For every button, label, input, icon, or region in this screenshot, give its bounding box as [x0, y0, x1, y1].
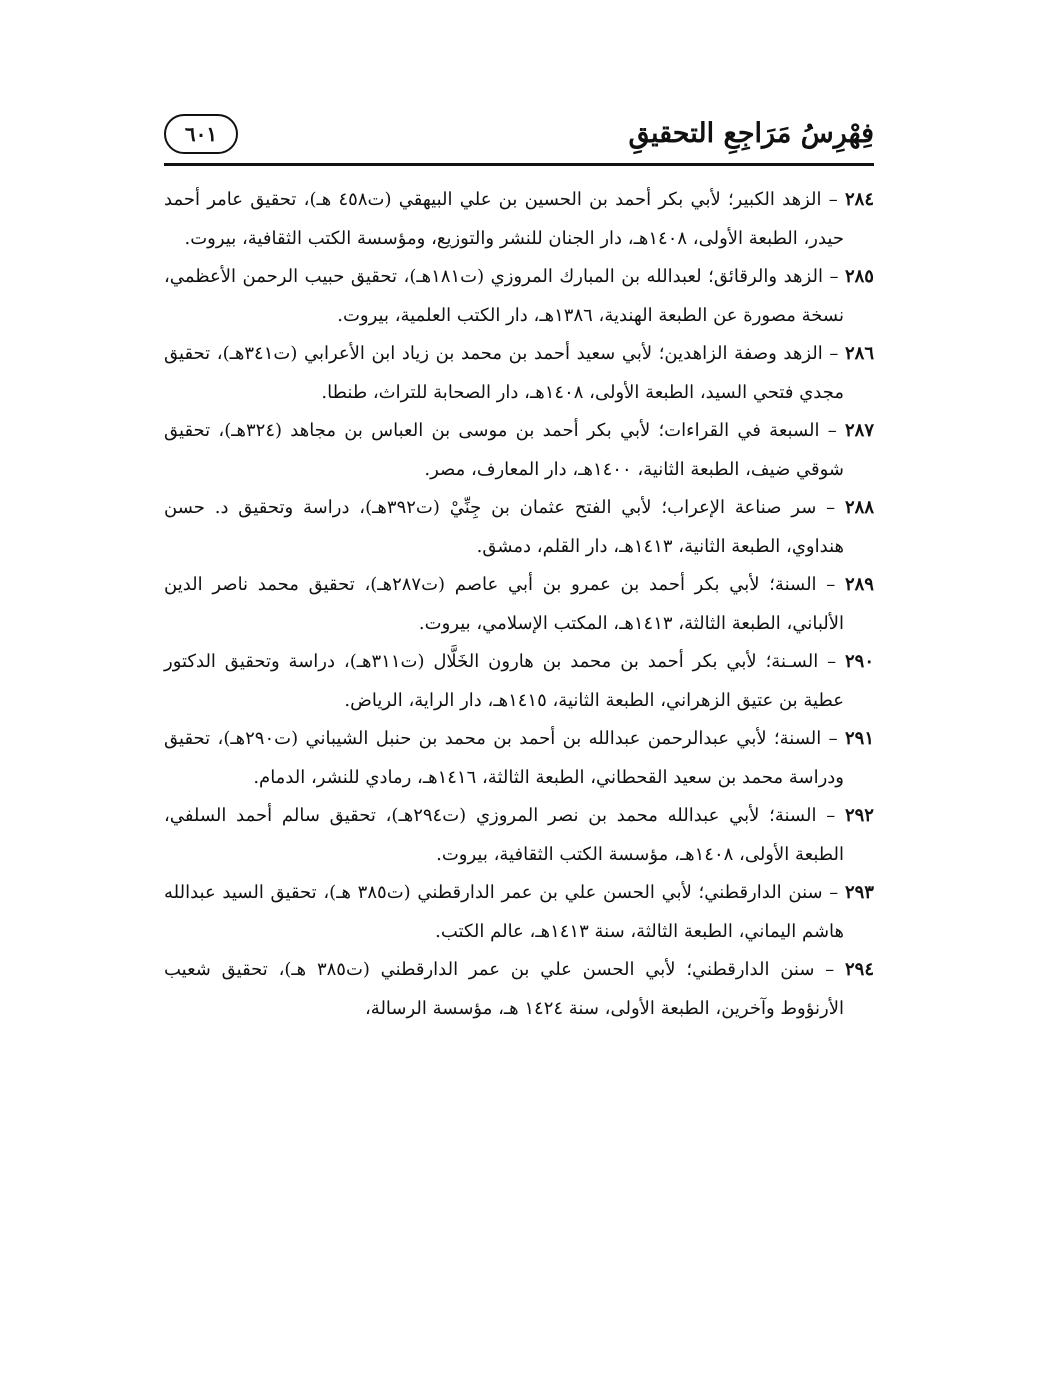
entry-number: ٢٨٥ [844, 266, 874, 287]
entry-text: – سنن الدارقطني؛ لأبي الحسن علي بن عمر الدارقطني (ت٣٨٥ هـ)، تحقيق شعيب الأرنؤوط وآخرين، الطبعة الأولى، سنة ١٤٢٤ هـ، مؤسسة الرسالة، [164, 959, 844, 1019]
entry-number: ٢٨٨ [844, 497, 874, 518]
entry-text: – السـنة؛ لأبي بكر أحمد بن محمد بن هارون الخَلَّال (ت٣١١هـ)، دراسة وتحقيق الدكتور عطية بن عتيق الزهراني، الطبعة الثانية، ١٤١٥هـ، دار الراية، الرياض. [164, 651, 844, 711]
bibliography-entry [164, 797, 874, 874]
entry-number: ٢٩٣ [844, 882, 874, 903]
bibliography-entry [164, 720, 874, 797]
entry-text: – سر صناعة الإعراب؛ لأبي الفتح عثمان بن جِنِّيْ (ت٣٩٢هـ)، دراسة وتحقيق د. حسن هنداوي، الطبعة الثانية، ١٤١٣هـ، دار القلم، دمشق. [164, 497, 844, 557]
page-header [164, 112, 874, 164]
page-number-badge: ٦٠١ [164, 114, 238, 154]
entry-text: – الزهد والرقائق؛ لعبدالله بن المبارك المروزي (ت١٨١هـ)، تحقيق حبيب الرحمن الأعظمي، نسخة مصورة عن الطبعة الهندية، ١٣٨٦هـ، دار الكتب العلمية، بيروت. [164, 266, 844, 326]
bibliography-entry [164, 335, 874, 412]
entry-number: ٢٩٢ [844, 805, 874, 826]
entry-number: ٢٩١ [845, 728, 875, 749]
entry-number: ٢٩٠ [844, 651, 874, 672]
entry-text: – الزهد الكبير؛ لأبي بكر أحمد بن الحسين بن علي البيهقي (ت٤٥٨ هـ)، تحقيق عامر أحمد حيدر، الطبعة الأولى، ١٤٠٨هـ، دار الجنان للنشر والتوزيع، ومؤسسة الكتب الثقافية، بيروت. [164, 189, 844, 249]
bibliography-entry [164, 566, 874, 643]
entry-text: – السنة؛ لأبي عبدالله محمد بن نصر المروزي (ت٢٩٤هـ)، تحقيق سالم أحمد السلفي، الطبعة الأولى، ١٤٠٨هـ، مؤسسة الكتب الثقافية، بيروت. [164, 805, 844, 865]
bibliography-entry [164, 412, 874, 489]
entry-text: – السبعة في القراءات؛ لأبي بكر أحمد بن موسى بن العباس بن مجاهد (٣٢٤هـ)، تحقيق شوقي ضيف، الطبعة الثانية، ١٤٠٠هـ، دار المعارف، مصر. [164, 420, 844, 480]
entry-number: ٢٨٧ [844, 420, 874, 441]
entry-text: – سنن الدارقطني؛ لأبي الحسن علي بن عمر الدارقطني (ت٣٨٥ هـ)، تحقيق السيد عبدالله هاشم اليماني، الطبعة الثالثة، سنة ١٤١٣هـ، عالم الكتب. [164, 882, 844, 942]
header-divider [164, 163, 874, 166]
entry-number: ٢٨٦ [845, 343, 875, 364]
entry-text: – الزهد وصفة الزاهدين؛ لأبي سعيد أحمد بن محمد بن زياد ابن الأعرابي (ت٣٤١هـ)، تحقيق مجدي فتحي السيد، الطبعة الأولى، ١٤٠٨هـ، دار الصحابة للتراث، طنطا. [164, 343, 844, 403]
entry-number: ٢٨٤ [844, 189, 874, 210]
bibliography-entry [164, 181, 874, 258]
bibliography-entry [164, 643, 874, 720]
bibliography-entry [164, 489, 874, 566]
page-title: فِهْرِسُ مَرَاجِعِ التحقيقِ [628, 118, 874, 149]
bibliography-entry [164, 258, 874, 335]
bibliography-list [164, 181, 874, 1028]
entry-text: – السنة؛ لأبي عبدالرحمن عبدالله بن أحمد بن محمد بن حنبل الشيباني (ت٢٩٠هـ)، تحقيق ودراسة محمد بن سعيد القحطاني، الطبعة الثالثة، ١٤١٦هـ، رمادي للنشر، الدمام. [164, 728, 844, 788]
bibliography-entry [164, 951, 874, 1028]
entry-text: – السنة؛ لأبي بكر أحمد بن عمرو بن أبي عاصم (ت٢٨٧هـ)، تحقيق محمد ناصر الدين الألباني، الطبعة الثالثة، ١٤١٣هـ، المكتب الإسلامي، بيروت. [164, 574, 844, 634]
bibliography-entry [164, 874, 874, 951]
entry-number: ٢٩٤ [844, 959, 874, 980]
entry-number: ٢٨٩ [844, 574, 874, 595]
